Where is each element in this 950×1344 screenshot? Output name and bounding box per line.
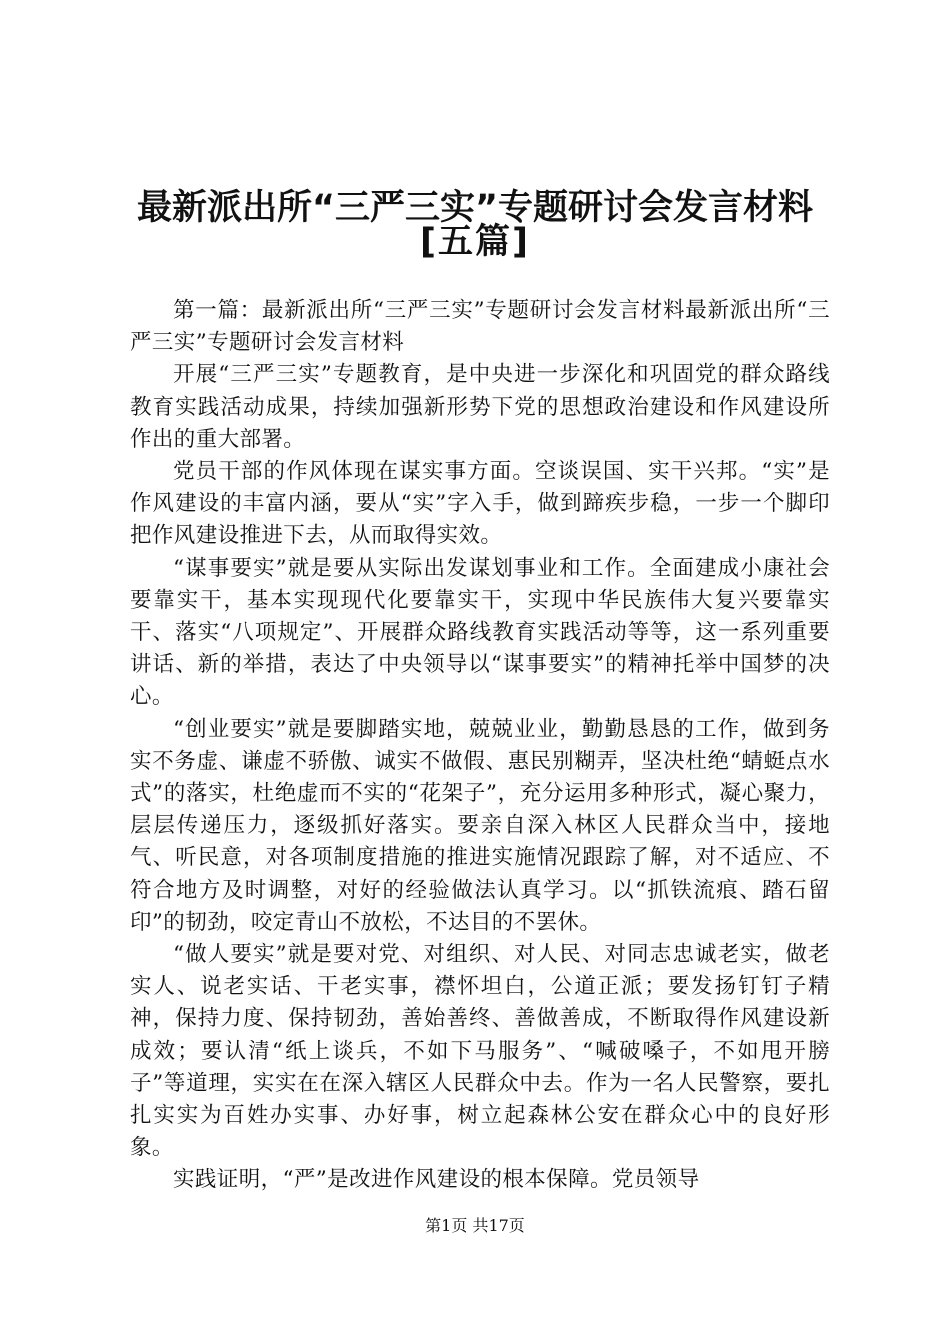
document-title: 最新派出所“三严三实”专题研讨会发言材料: [136, 188, 813, 228]
paragraph: 党员干部的作风体现在谋实事方面。空谈误国、实干兴邦。“实”是作风建设的丰富内涵，要从“实”字入手，做到蹄疾步稳，一步一个脚印把作风建设推进下去，从而取得实效。: [130, 459, 830, 549]
page-number-footer: 第1页 共17页: [425, 1216, 525, 1235]
document-body: [130, 295, 830, 1197]
paragraph: 开展“三严三实”专题教育，是中央进一步深化和巩固党的群众路线教育实践活动成果，持续加强新形势下党的思想政治建设和作风建设所作出的重大部署。: [130, 362, 830, 452]
document-title-suffix: [五篇]: [420, 222, 530, 262]
paragraph: 实践证明，“严”是改进作风建设的根本保障。党员领导: [173, 1167, 700, 1193]
paragraph: “做人要实”就是要对党、对组织、对人民、对同志忠诚老实，做老实人、说老实话、干老实事，襟怀坦白，公道正派；要发扬钉钉子精神，保持力度、保持韧劲，善始善终、善做善成，不断取得作风建设新成效；要认清“纸上谈兵，不如下马服务”、“喊破嗓子，不如甩开膀子”等道理，实实在在深入辖区人民群众中去。作为一名人民警察，要扎扎实实为百姓办实事、办好事，树立起森林公安在群众心中的良好形象。: [130, 942, 830, 1161]
paragraph: “谋事要实”就是要从实际出发谋划事业和工作。全面建成小康社会要靠实干，基本实现现代化要靠实干，实现中华民族伟大复兴要靠实干、落实“八项规定”、开展群众路线教育实践活动等等，这一系列重要讲话、新的举措，表达了中央领导以“谋事要实”的精神托举中国梦的决心。: [130, 555, 830, 710]
paragraph: “创业要实”就是要脚踏实地，兢兢业业，勤勤恳恳的工作，做到务实不务虚、谦虚不骄傲、诚实不做假、惠民别糊弄，坚决杜绝“蜻蜓点水式”的落实，杜绝虚而不实的“花架子”，充分运用多种形式，凝心聚力，层层传递压力，逐级抓好落实。要亲自深入林区人民群众当中，接地气、听民意，对各项制度措施的推进实施情况跟踪了解，对不适应、不符合地方及时调整，对好的经验做法认真学习。以“抓铁流痕、踏石留印”的韧劲，咬定青山不放松，不达目的不罢休。: [130, 716, 830, 935]
paragraph: 第一篇：最新派出所“三严三实”专题研讨会发言材料最新派出所“三严三实”专题研讨会发言材料: [130, 298, 830, 356]
